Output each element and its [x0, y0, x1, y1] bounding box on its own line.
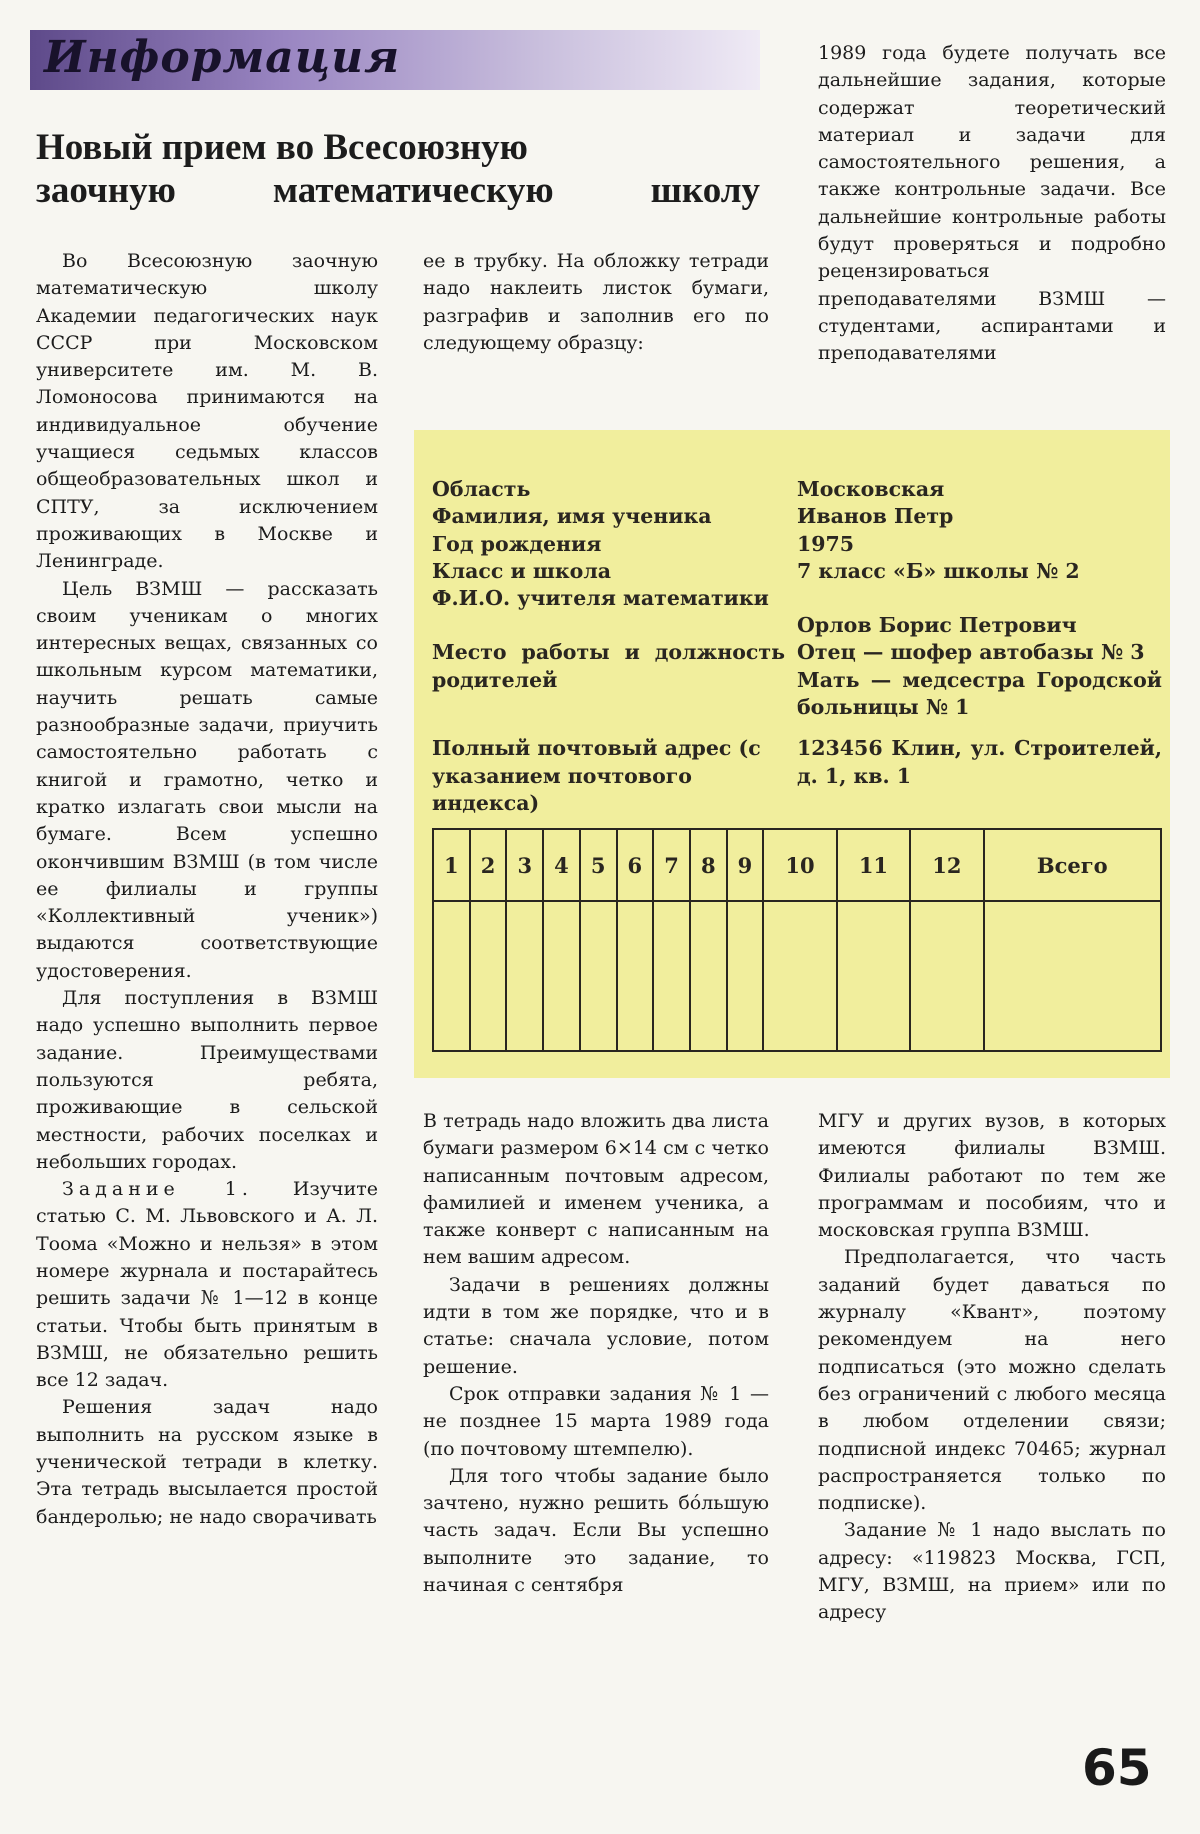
headline-word: школу: [650, 170, 760, 211]
grade-table-cell: [543, 901, 580, 1051]
form-value-group: [797, 639, 1162, 721]
grade-table-cell: [837, 901, 910, 1051]
form-row: [432, 558, 1162, 585]
headline-word: математическую: [272, 170, 554, 211]
grade-table-cell: [433, 901, 470, 1051]
paragraph: Решения задач надо выполнить на русском языке в ученической тетради в клетку. Эта тетрадь высылается простой бандеролью; не надо сворачивать: [36, 1396, 378, 1528]
grade-table-blank-row: [433, 901, 1161, 1051]
grade-table-header-cell: 10: [763, 829, 836, 901]
sample-form-box: [414, 430, 1170, 1078]
grade-table: [432, 828, 1162, 1052]
column-2-bottom-text: [423, 1108, 769, 1599]
grade-table-header-cell: 12: [910, 829, 983, 901]
form-label: Класс и школа: [432, 558, 612, 583]
grade-table-header-cell: 6: [617, 829, 654, 901]
form-value: Отец — шофер автобазы № 3: [797, 640, 1145, 665]
headline-line-1: Новый прием во Всесоюзную: [36, 127, 528, 168]
grade-table-cell: [690, 901, 727, 1051]
form-label: Год рождения: [432, 531, 602, 556]
paragraph: Предполагается, что часть заданий будет даваться по журналу «Квант», поэтому рекомендуем на него подписаться (это можно сделать без ограничений с любого месяца в любом отделении связи; подписной индекс 70465; журнал распространяется только по подписке).: [818, 1246, 1166, 1515]
form-value: Иванов Петр: [797, 504, 954, 529]
paragraph: Для того чтобы задание было зачтено, нужно решить бо́льшую часть задач. Если Вы успешно выполните это задание, то начиная с сентября: [423, 1464, 769, 1597]
paragraph: В тетрадь надо вложить два листа бумаги размером 6×14 см с четко написанным почтовым адресом, фамилией и именем ученика, а также конверт с написанным на нем вашим адресом.: [423, 1110, 769, 1269]
paragraph: Срок отправки задания № 1 — не позднее 15 марта 1989 года (по почтовому штемпелю).: [423, 1382, 769, 1460]
grade-table-cell: [580, 901, 617, 1051]
grade-table-cell: [617, 901, 654, 1051]
form-value: Мать — медсестра Городской больницы № 1: [797, 667, 1162, 720]
form-value: Орлов Борис Петрович: [797, 613, 1077, 638]
paragraph: МГУ и других вузов, в которых имеются филиалы ВЗМШ. Филиалы работают по тем же программам и пособиям, что и московская группа ВЗМШ.: [818, 1110, 1166, 1242]
form-label: Место работы и должность родителей: [432, 640, 785, 692]
grade-table-cell: [763, 901, 836, 1051]
grade-table-cell: [470, 901, 507, 1051]
grade-table-header-cell: 2: [470, 829, 507, 901]
paragraph: Для поступления в ВЗМШ надо успешно выполнить первое задание. Преимуществами пользуются ребята, проживающие в сельской местности, рабочих поселках и небольших городах.: [36, 987, 378, 1173]
grade-table-header-cell: 3: [506, 829, 543, 901]
assignment-label: Задание 1.: [62, 1178, 253, 1201]
grade-table-cell: [984, 901, 1161, 1051]
form-row: [432, 735, 1162, 817]
column-3-top-text: [818, 40, 1166, 368]
form-value: 7 класс «Б» школы № 2: [797, 558, 1080, 583]
grade-table-header-cell: 1: [433, 829, 470, 901]
grade-table-header-cell: 5: [580, 829, 617, 901]
form-label: Ф.И.О. учителя математики: [432, 586, 769, 611]
paragraph: Задачи в решениях должны идти в том же порядке, что и в статье: сначала условие, потом решение.: [423, 1273, 769, 1378]
grade-table-header-cell: 11: [837, 829, 910, 901]
grade-table-cell: [910, 901, 983, 1051]
sample-form-fields: [432, 476, 1162, 817]
grade-table-header-cell: 8: [690, 829, 727, 901]
paragraph: [36, 1176, 378, 1394]
headline-word: заочную: [36, 170, 176, 211]
paragraph: Цель ВЗМШ — рассказать своим ученикам о многих интересных вещах, связанных со школьным курсом математики, научить решать самые разнообразные задачи, приучить самостоятельно работать с книгой и грамотно, четко и кратко излагать свои мысли на бумаге. Всем успешно окончившим ВЗМШ (в том числе ее филиалы и группы «Коллективный ученик») выдаются соответствующие удостоверения.: [36, 577, 378, 982]
grade-table-cell: [653, 901, 690, 1051]
form-row: [432, 639, 1162, 721]
column-3-bottom-text: [818, 1108, 1166, 1627]
form-label: Область: [432, 477, 531, 501]
paragraph: 1989 года будете получать все дальнейшие задания, которые содержат теоретический материал и задачи для самостоятельного решения, а также контрольные задачи. Все дальнейшие контрольные работы будут проверяться и подробно рецензироваться преподавателями ВЗМШ — студентами, аспирантами и преподавателями: [818, 42, 1166, 365]
grade-table-header-cell: 7: [653, 829, 690, 901]
paragraph: Задание № 1 надо выслать по адресу: «119823 Москва, ГСП, МГУ, ВЗМШ, на прием» или по адресу: [818, 1519, 1166, 1624]
form-label: Фамилия, имя ученика: [432, 504, 712, 529]
column-2-top-text: [423, 248, 769, 357]
grade-table-header-cell: 9: [727, 829, 764, 901]
form-row: [432, 476, 1162, 503]
paragraph: ее в трубку. На обложку тетради надо наклеить листок бумаги, разграфив и заполнив его по следующему образцу:: [423, 250, 769, 354]
headline-line-2: [36, 169, 760, 212]
column-1-text: [36, 248, 378, 1531]
form-value: Московская: [797, 477, 945, 501]
section-label: Информация: [44, 32, 401, 83]
grade-table-cell: [506, 901, 543, 1051]
paragraph: Во Всесоюзную заочную математическую школу Академии педагогических наук СССР при Московском университете им. М. В. Ломоносова принимаются на индивидуальное обучение учащиеся седьмых классов общеобразовательных школ и СПТУ, за исключением проживающих в Москве и Ленинграде.: [36, 250, 378, 573]
assignment-text: Изучите статью С. М. Львовского и А. Л. Тоома «Можно и нельзя» в этом номере журнала и постарайтесь решить задачи № 1—12 в конце статьи. Чтобы быть принятым в ВЗМШ, не обязательно решить все 12 задач.: [36, 1178, 379, 1392]
form-row: [432, 585, 1162, 639]
form-row: [432, 503, 1162, 530]
form-label: Полный почтовый адрес (с указанием почтового индекса): [432, 736, 761, 815]
page-number: 65: [1082, 1739, 1152, 1797]
section-banner: [30, 30, 760, 90]
article-headline: [36, 126, 760, 212]
grade-table-header-row: [433, 829, 1161, 901]
form-value: 1975: [797, 531, 855, 556]
grade-table-cell: [727, 901, 764, 1051]
grade-table-header-cell: 4: [543, 829, 580, 901]
grade-table-header-cell: Всего: [984, 829, 1161, 901]
form-value: 123456 Клин, ул. Строителей, д. 1, кв. 1: [797, 736, 1162, 788]
form-row: [432, 531, 1162, 558]
